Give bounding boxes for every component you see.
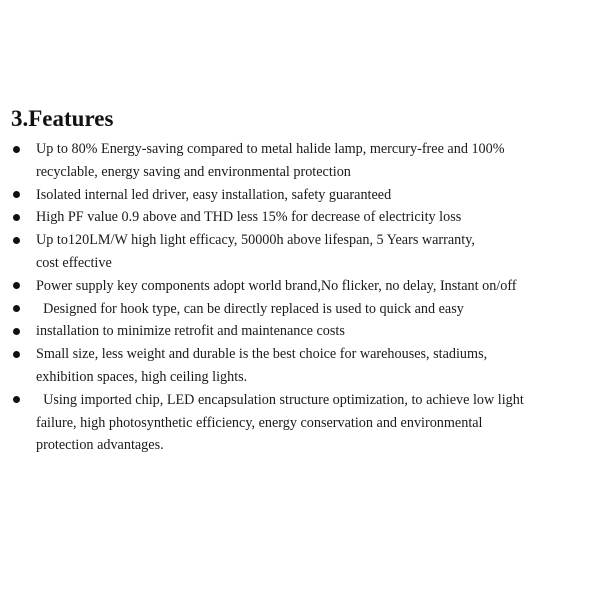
feature-text-line: failure, high photosynthetic efficiency, energy conservation and environmental	[36, 414, 483, 431]
feature-text-line: recyclable, energy saving and environmental protection	[36, 163, 351, 180]
feature-text-line: exhibition spaces, high ceiling lights.	[36, 368, 248, 385]
feature-text-line: Small size, less weight and durable is the best choice for warehouses, stadiums,	[36, 346, 488, 363]
bullet-icon	[13, 146, 20, 153]
bullet-icon	[13, 396, 20, 403]
feature-item	[0, 275, 600, 298]
feature-text-line: Isolated internal led driver, easy installation, safety guaranteed	[36, 186, 392, 203]
feature-item	[0, 229, 600, 275]
feature-item	[0, 343, 600, 389]
bullet-icon	[13, 282, 20, 289]
bullet-icon	[13, 191, 20, 198]
bullet-icon	[13, 214, 20, 221]
bullet-icon	[13, 328, 20, 335]
feature-text-line: Designed for hook type, can be directly replaced is used to quick and easy	[36, 300, 464, 317]
bullet-icon	[13, 351, 20, 358]
feature-text-line: Using imported chip, LED encapsulation structure optimization, to achieve low light	[36, 391, 524, 408]
feature-text-line: Power supply key components adopt world brand,No flicker, no delay, Instant on/off	[36, 277, 517, 294]
feature-text-line: cost effective	[36, 254, 112, 271]
feature-item	[0, 184, 600, 207]
bullet-icon	[13, 237, 20, 244]
feature-item	[0, 298, 600, 321]
section-heading: 3.Features	[11, 106, 114, 131]
feature-item	[0, 138, 600, 184]
feature-list	[0, 138, 600, 457]
feature-item	[0, 206, 600, 229]
feature-text-line: installation to minimize retrofit and maintenance costs	[36, 323, 345, 340]
feature-item	[0, 389, 600, 457]
feature-text-line: Up to 80% Energy-saving compared to metal halide lamp, mercury-free and 100%	[36, 141, 505, 157]
feature-text-line: protection advantages.	[36, 437, 164, 454]
bullet-icon	[13, 305, 20, 312]
feature-text-line: High PF value 0.9 above and THD less 15% for decrease of electricity loss	[36, 209, 462, 226]
feature-text-line: Up to120LM/W high light efficacy, 50000h above lifespan, 5 Years warranty,	[36, 232, 475, 249]
feature-item	[0, 320, 600, 343]
